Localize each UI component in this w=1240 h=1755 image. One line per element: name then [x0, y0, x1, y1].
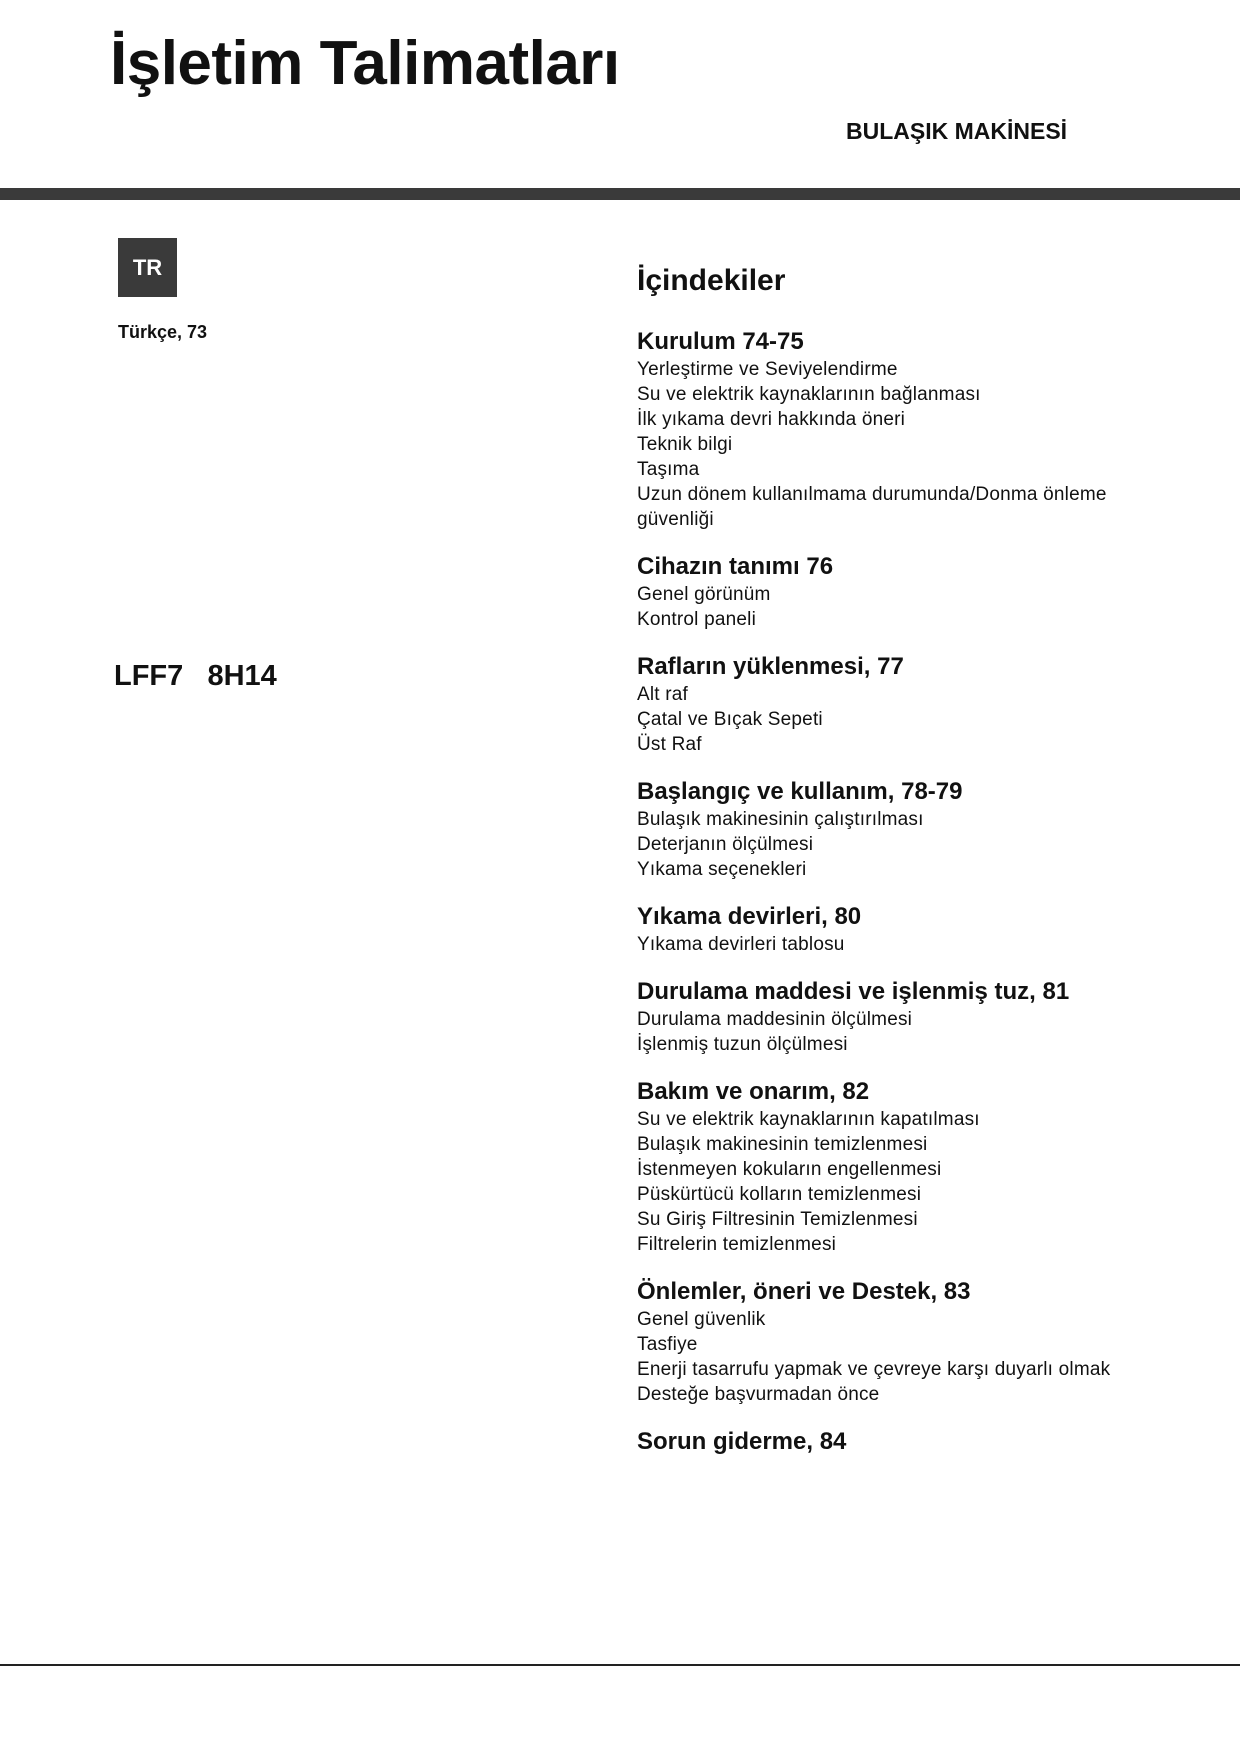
toc-item: Genel güvenlik [637, 1309, 766, 1330]
toc-item-list [637, 582, 1157, 632]
toc-section [637, 777, 1157, 882]
toc-section [637, 977, 1157, 1057]
toc-item: Su ve elektrik kaynaklarının kapatılması [637, 1109, 980, 1130]
toc-section-title: Başlangıç ve kullanım, 78-79 [637, 778, 963, 805]
toc-item: Yıkama seçenekleri [637, 859, 807, 880]
toc-item-list [637, 1007, 1157, 1057]
toc-item: Bulaşık makinesinin temizlenmesi [637, 1134, 928, 1155]
toc-section [637, 327, 1157, 532]
toc-item: Püskürtücü kolların temizlenmesi [637, 1184, 922, 1205]
toc-section-title: Önlemler, öneri ve Destek, 83 [637, 1278, 971, 1305]
toc-item-list [637, 1107, 1157, 1257]
toc-item: Yerleştirme ve Seviyelendirme [637, 359, 898, 380]
toc-item-list [637, 807, 1157, 882]
toc-section-title: Rafların yüklenmesi, 77 [637, 653, 904, 680]
toc-section-title: Yıkama devirleri, 80 [637, 903, 862, 930]
toc-item: Desteğe başvurmadan önce [637, 1384, 880, 1405]
toc-heading: İçindekiler [637, 264, 786, 297]
toc-item: İlk yıkama devri hakkında öneri [637, 409, 906, 430]
header-divider [0, 188, 1240, 200]
toc-section [637, 652, 1157, 757]
toc-section-title: Sorun giderme, 84 [637, 1428, 847, 1455]
toc-item-list [637, 357, 1157, 532]
language-badge: TR [118, 238, 177, 297]
toc-section-title: Kurulum 74-75 [637, 328, 804, 355]
toc-item: Yıkama devirleri tablosu [637, 934, 845, 955]
toc-item: Tasfiye [637, 1334, 698, 1355]
toc-section-title: Cihazın tanımı 76 [637, 553, 834, 580]
toc-item: Taşıma [637, 459, 700, 480]
toc-item: Çatal ve Bıçak Sepeti [637, 709, 823, 730]
toc-section [637, 1077, 1157, 1257]
toc-item: İstenmeyen kokuların engellenmesi [637, 1159, 942, 1180]
toc-item: Filtrelerin temizlenmesi [637, 1234, 837, 1255]
table-of-contents [637, 262, 1157, 1477]
toc-item: Deterjanın ölçülmesi [637, 834, 814, 855]
toc-item-list [637, 932, 1157, 957]
toc-item: Su ve elektrik kaynaklarının bağlanması [637, 384, 981, 405]
toc-section [637, 1427, 1157, 1457]
toc-section [637, 1277, 1157, 1407]
toc-item: Alt raf [637, 684, 689, 705]
toc-item-list [637, 1307, 1157, 1407]
toc-section [637, 902, 1157, 957]
toc-item: Üst Raf [637, 734, 702, 755]
toc-item: Kontrol paneli [637, 609, 756, 630]
language-page-ref: Türkçe, 73 [118, 322, 208, 342]
model-number: LFF7 8H14 [114, 660, 277, 692]
toc-item: Durulama maddesinin ölçülmesi [637, 1009, 913, 1030]
toc-section-title: Durulama maddesi ve işlenmiş tuz, 81 [637, 978, 1070, 1005]
toc-item: Su Giriş Filtresinin Temizlenmesi [637, 1209, 918, 1230]
toc-item: Genel görünüm [637, 584, 771, 605]
document-title: İşletim Talimatları [110, 29, 620, 98]
toc-section [637, 552, 1157, 632]
toc-item: Uzun dönem kullanılmama durumunda/Donma önleme güvenliği [637, 484, 1107, 530]
toc-item-list [637, 682, 1157, 757]
toc-item: Bulaşık makinesinin çalıştırılması [637, 809, 924, 830]
toc-item: Teknik bilgi [637, 434, 733, 455]
toc-item: İşlenmiş tuzun ölçülmesi [637, 1034, 848, 1055]
product-type: BULAŞIK MAKİNESİ [846, 118, 1068, 144]
toc-section-title: Bakım ve onarım, 82 [637, 1078, 870, 1105]
footer-divider [0, 1664, 1240, 1666]
toc-item: Enerji tasarrufu yapmak ve çevreye karşı duyarlı olmak [637, 1359, 1111, 1380]
